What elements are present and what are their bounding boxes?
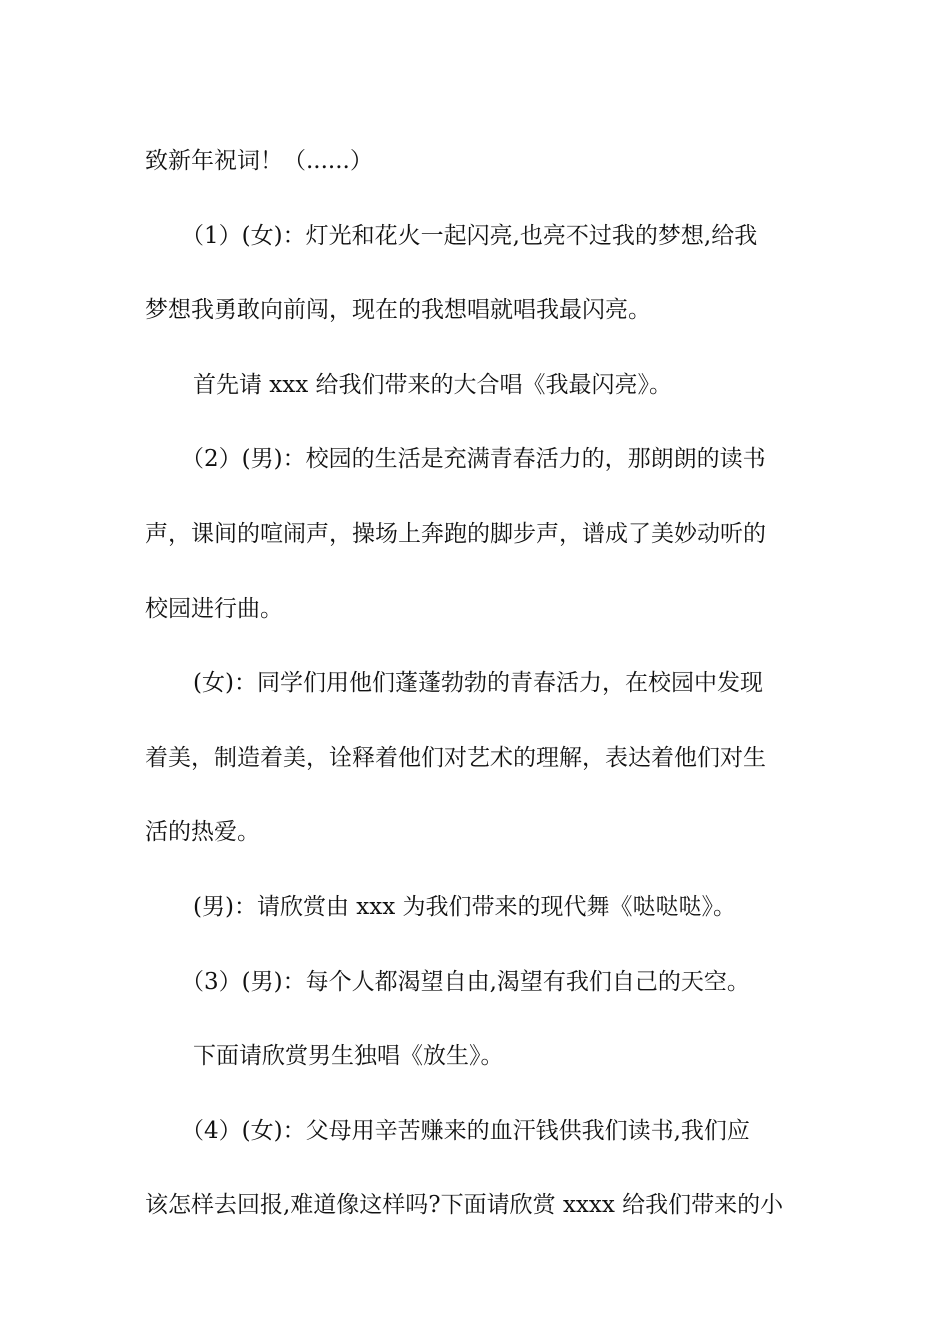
text-line: （2）(男)：校园的生活是充满青春活力的，那朗朗的读书	[181, 446, 766, 473]
text-line: （4）(女)：父母用辛苦赚来的血汗钱供我们读书,我们应	[181, 1117, 750, 1144]
text-line: 致新年祝词！（......）	[145, 148, 373, 174]
text-line: (女)：同学们用他们蓬蓬勃勃的青春活力，在校园中发现	[193, 670, 763, 697]
text-line: (男)：请欣赏由 xxx 为我们带来的现代舞《哒哒哒》。	[193, 893, 736, 920]
text-line: 梦想我勇敢向前闯，现在的我想唱就唱我最闪亮。	[145, 297, 651, 324]
text-line: （3）(男)：每个人都渴望自由,渴望有我们自己的天空。	[181, 968, 750, 995]
text-line: 该怎样去回报,难道像这样吗?下面请欣赏 xxxx 给我们带来的小	[145, 1192, 784, 1219]
text-line: 着美，制造着美，诠释着他们对艺术的理解，表达着他们对生	[145, 744, 766, 771]
text-line: 校园进行曲。	[145, 595, 283, 622]
text-line: 下面请欣赏男生独唱《放生》。	[193, 1043, 504, 1070]
document-body	[145, 124, 815, 1243]
text-line: 首先请 xxx 给我们带来的大合唱《我最闪亮》。	[193, 371, 673, 398]
text-line: 声，课间的喧闹声，操场上奔跑的脚步声，谱成了美妙动听的	[145, 520, 766, 547]
text-line: （1）(女)：灯光和花火一起闪亮,也亮不过我的梦想,给我	[181, 222, 758, 249]
text-line: 活的热爱。	[145, 819, 260, 846]
